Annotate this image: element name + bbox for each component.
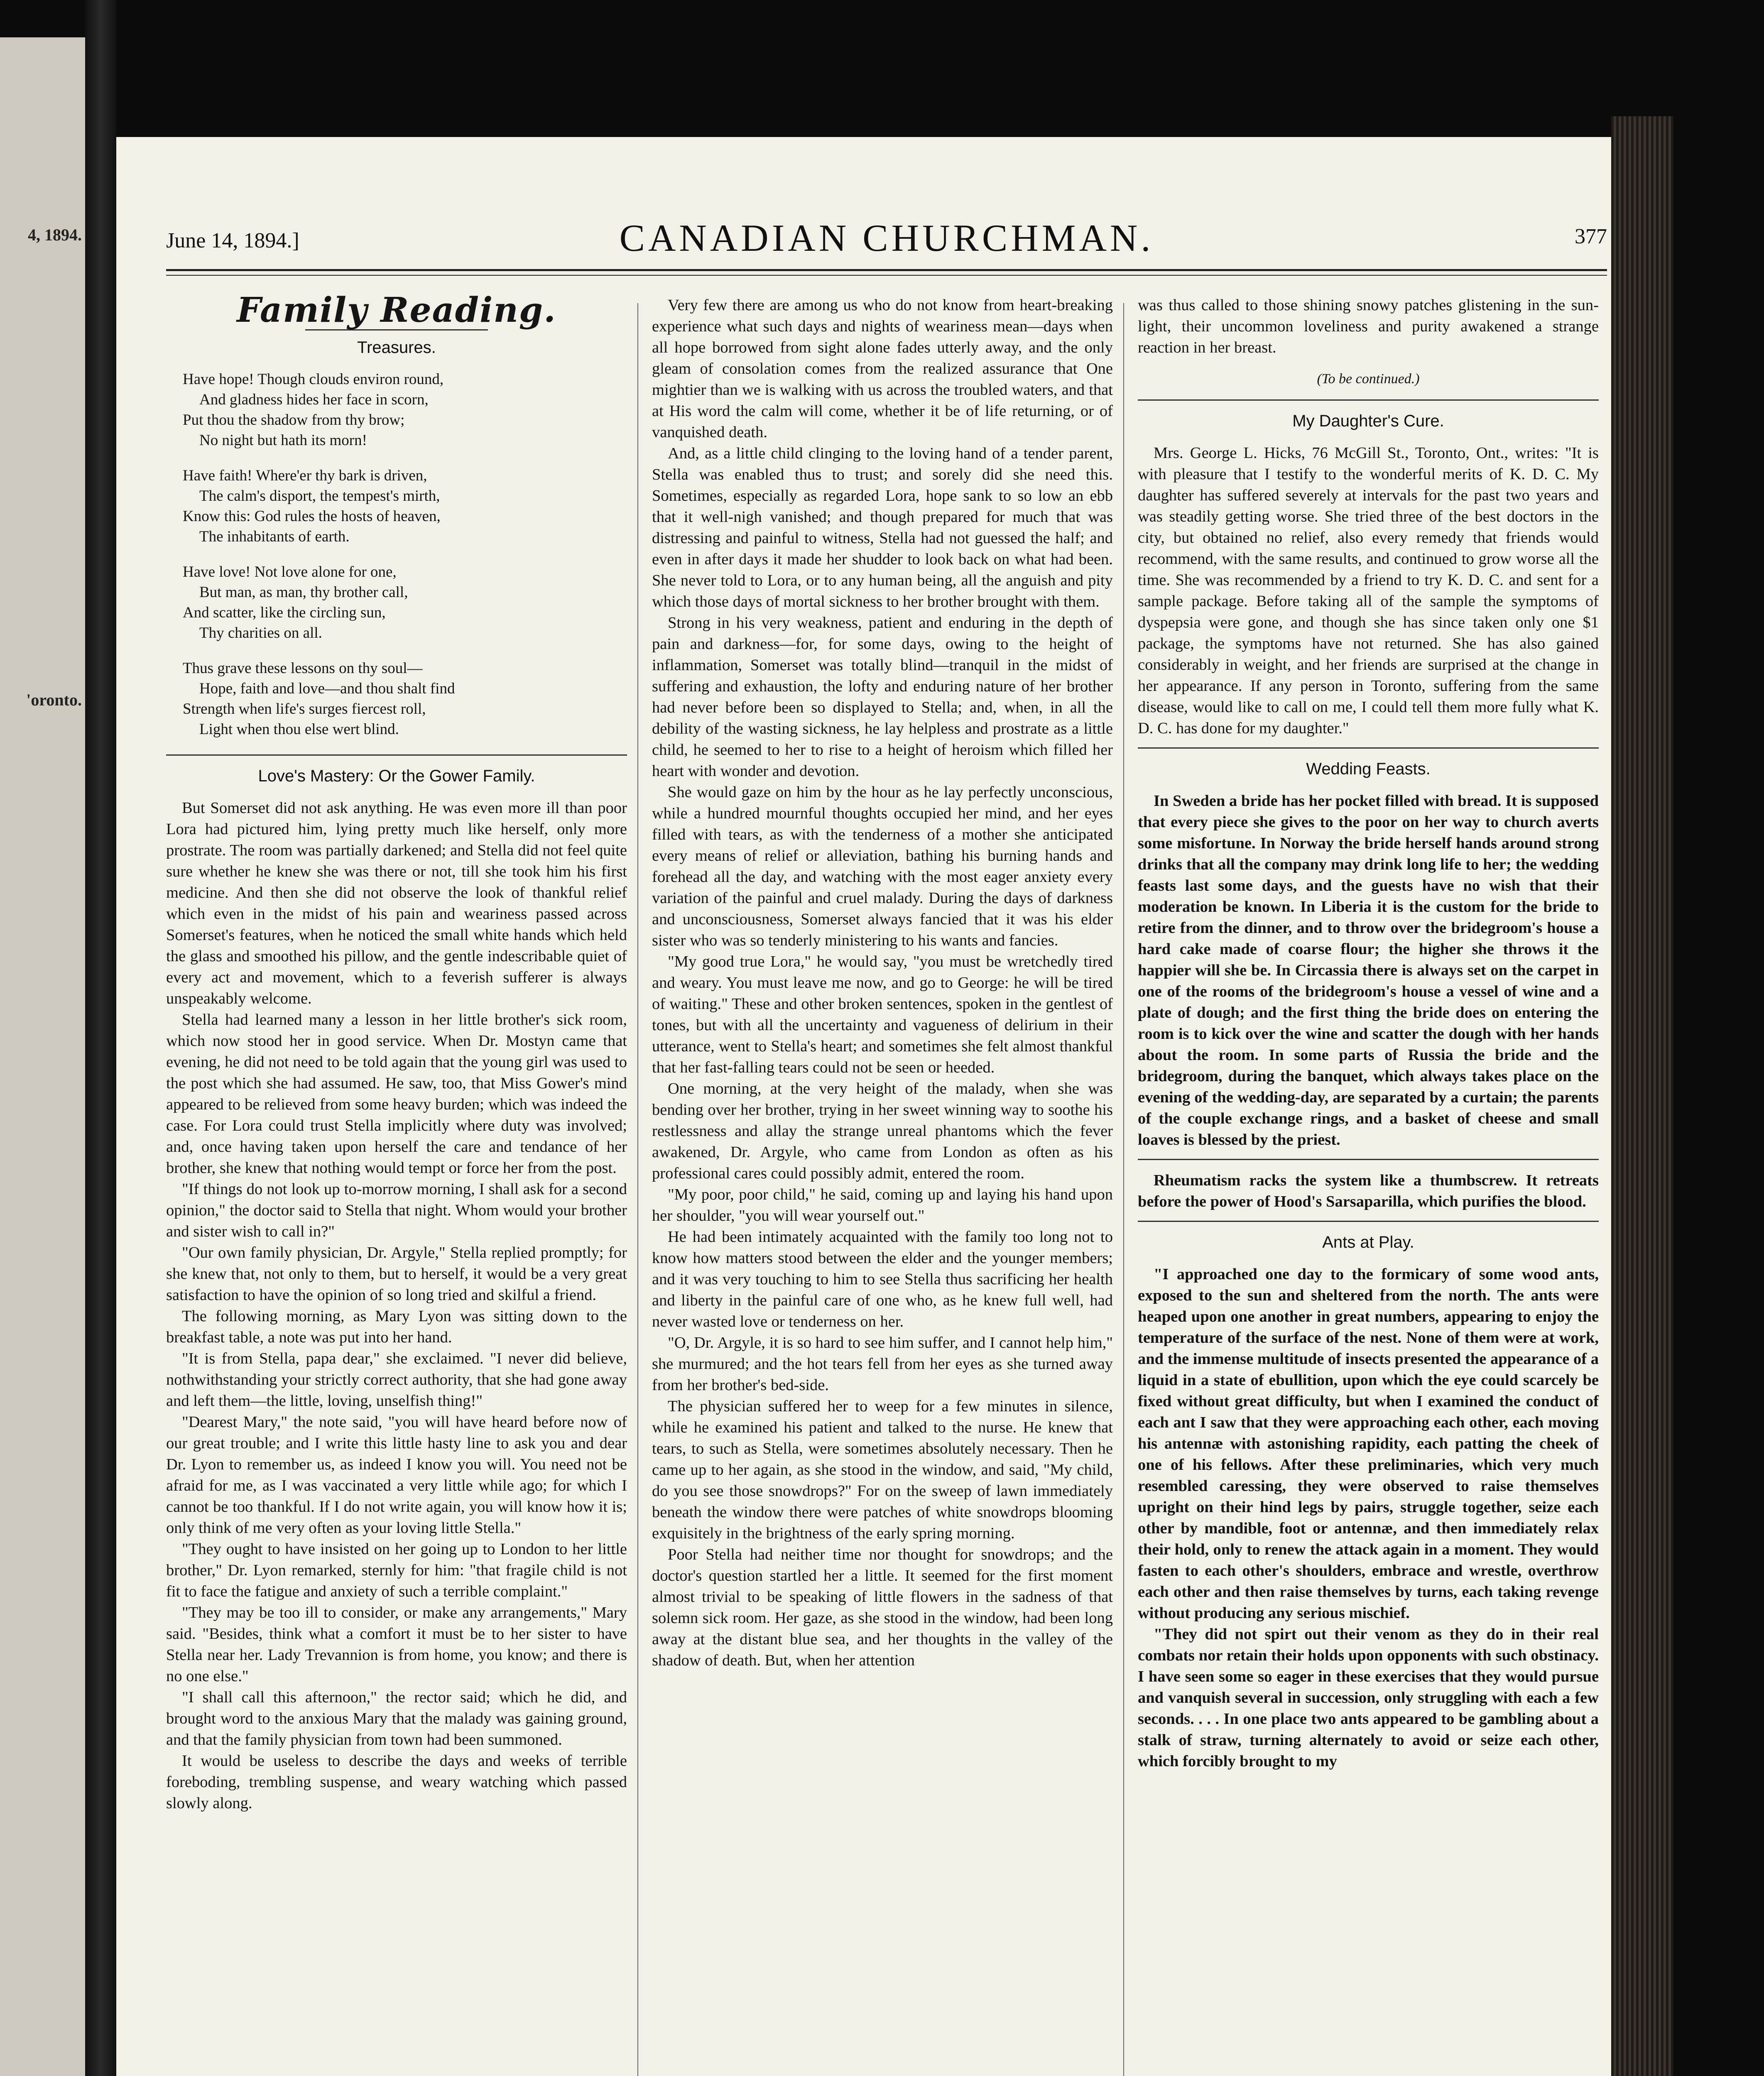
poem-line: The inhabitants of earth. (199, 528, 350, 545)
poem-line: Know this: God rules the hosts of heaven, (183, 508, 441, 525)
story-paragraph: "Dearest Mary," the note said, "you will have heard before now of our great trouble; and I write this little hasty line to ask you and dear Dr. Lyon to remember us, as indeed I know you will. You need not be afraid for me, as I was vaccinated a very little while ago; for which I cannot be too thankful. If I do not write again, you will know how it is; only think of me very often as your loving little Stella." (166, 1413, 627, 1537)
poem-line: Thus grave these lessons on thy soul— (183, 660, 423, 677)
poem-line: Thy charities on all. (199, 624, 322, 641)
story-title: Love's Mastery: Or the Gower Family. (258, 767, 535, 785)
story-paragraph: "My poor, poor child," he said, coming up and laying his hand upon her shoulder, "you will wear yourself out." (652, 1186, 1113, 1224)
poem-line: Have hope! Though clouds environ round, (183, 371, 444, 388)
poem-stanza (183, 562, 627, 643)
story-paragraph: She would gaze on him by the hour as he lay perfectly unconscious, while a hundred mournful thoughts occupied her mind, and her eyes filled with tears, as with the tenderness of a mother she anticipated every means of relief or alleviation, bathing his burning hands and forehead all the day, and watching with the most eager anxiety every variation of the painful and cruel malady. During the days of darkness and unconsciousness, Somerset always fancied that it was his elder sister who was so tenderly ministering to his wants and fancies. (652, 783, 1113, 949)
poem-title: Treasures. (357, 338, 436, 357)
story-paragraph: But Somerset did not ask anything. He was even more ill than poor Lora had pictured him, lying pretty much like herself, only more prostrate. The room was partially darkened; and Stella did not feel quite sure whether he knew she was there or not, till she took him his first medicine. And then she did not observe the look of thankful relief which even in the midst of his pain and weariness passed across Somerset's features, when he noticed the small white hands which held the glass and smoothed his pillow, and the gentle indescribable quiet of every act and movement, which to a feverish sufferer is always unspeakably welcome. (166, 799, 627, 1007)
page-header (166, 216, 1607, 262)
story-paragraph: "I shall call this afternoon," the rector said; which he did, and brought word to the anxious Mary that the malady was gaining ground, and that the family physician from town had been summoned. (166, 1689, 627, 1748)
story-paragraph: The following morning, as Mary Lyon was sitting down to the breakfast table, a note was put into her hand. (166, 1307, 627, 1346)
article-paragraph: Mrs. George L. Hicks, 76 McGill St., Toronto, Ont., writes: "It is with pleasure that I testify to the wonderful merits of K. D. C. My daughter has suffered severely at intervals for the past two years and was steadily getting worse. She tried three of the best doctors in the city, but obtained no relief, also every remedy that friends would recommend, with the same results, and continued to grow worse all the time. She was recommended by a friend to try K. D. C. and sent for a sample package. Before taking all of the sample the symptoms of dyspepsia were gone, and though she has since taken only one $1 package, the symptoms have not returned. She has also gained considerably in weight, and her friends are surprised at the change in her appearance. If any person in Toronto, suffering from the same disease, would like to call on me, I could tell them more fully what K. D. C. has done for my daughter." (1138, 444, 1599, 737)
article-title: My Daughter's Cure. (1292, 412, 1444, 430)
story-paragraph: "My good true Lora," he would say, "you must be wretchedly tired and weary. You must leave me now, and go to George: he will be tired of waiting." These and other broken sentences, spoken in the gentlest of tones, but with all the uncertainty and vagueness of delirium in their utterance, went to Stella's heart; and sometimes she felt almost thankful that her fast-falling tears could not be seen or heeded. (652, 953, 1113, 1076)
left-page-sliver (0, 37, 85, 2076)
article-paragraph: In Sweden a bride has her pocket filled with bread. It is supposed that every piece she gives to the poor on her way to church averts some misfortune. In Norway the bride herself hands around strong drinks that all the company may drink long life to her; the wedding feasts last some days, and the guests have no wish that their moderation be known. In Liberia it is the custom for the bride to retire from the dinner, and to throw over the bridegroom's house a hard cake made of coarse flour; the higher she throws it the happier will she be. In Circassia there is always set on the carpet in one of the rooms of the bridegroom's house a vessel of wine and a plate of dough; and the first thing the bride does on entering the room is to kick over the wine and scatter the dough with her hands about the room. In some parts of Russia the bride and the bridegroom, during the banquet, which always takes place on the evening of the wedding-day, are separated by a curtain; the parents of the couple exchange rings, and a basket of cheese and small loaves is blessed by the priest. (1138, 792, 1599, 1148)
poem-line: Hope, faith and love—and thou shalt find (199, 680, 455, 697)
story-paragraph: And, as a little child clinging to the loving hand of a tender parent, Stella was enabled thus to trust; and sorely did she need this. Sometimes, especially as regarded Lora, hope sank to so low an ebb that it well-nigh vanished; and though prepared for much that was distressing and painful to witness, Stella had not guessed the half; and even in after days it made her shudder to look back on what had been. She never told to Lora, or to any human being, all the anguish and pity which those days of mortal sickness to her brother brought with them. (652, 445, 1113, 610)
left-page-fragment: 'oronto. (26, 690, 82, 709)
poem-line: No night but hath its morn! (199, 432, 367, 449)
poem-line: But man, as man, thy brother call, (199, 584, 408, 601)
section-divider (1138, 399, 1599, 401)
article-paragraph: "I approached one day to the formicary of some wood ants, exposed to the sun and sheltered from the north. The ants were heaped upon one another in great numbers, appearing to enjoy the temperature of the surface of the nest. None of them were at work, and the immense multitude of insects presented the appearance of a liquid in a state of ebullition, upon which the eye could scarcely be fixed without great difficulty, but when I examined the conduct of each ant I saw that they were approaching each other, each moving his antennæ with astonishing rapidity, each patting the cheek of one of his fellows. After these preliminaries, which very much resembled caressing, they were observed to raise themselves upright on their hind legs by pairs, struggle together, seize each other by mandible, foot or antennæ, and then immediately relax their hold, only to renew the attack again in a moment. They would fasten to each other's shoulders, embrace and wrestle, overthrow each other and then raise themselves by turns, each taking revenge without producing any serious mischief. (1138, 1266, 1599, 1622)
column-2 (652, 295, 1113, 1671)
header-rule (166, 275, 1607, 276)
column-3 (1138, 295, 1599, 1772)
section-divider (166, 754, 627, 756)
article-title: Wedding Feasts. (1306, 760, 1431, 778)
story-paragraph: Strong in his very weakness, patient and enduring in the depth of pain and darkness—for, for some days, owing to the height of inflammation, Somerset was totally blind—tranquil in the midst of suffering and exhaustion, the lofty and enduring nature of her brother had never before been so displayed to Stella; and, when, in all the debility of the wasting sickness, he lay helpless and prostrate as a little child, he seemed to her to rise to a height of heroism which filled her heart with wonder and devotion. (652, 614, 1113, 780)
column-rule (637, 303, 638, 2076)
story-paragraph: "They may be too ill to consider, or make any arrangements," Mary said. "Besides, think what a comfort it must be to her sister to have Stella near her. Lady Trevannion is from home, you know; and there is no one else." (166, 1604, 627, 1685)
story-paragraph: The physician suffered her to weep for a few minutes in silence, while he examined his patient and talked to the nurse. He knew that tears, to such as Stella, were sometimes absolutely necessary. Then he came up to her again, as she stood in the window, and said, "My child, do you see those snowdrops?" For on the sweep of lawn immediately beneath the window there were patches of white snowdrops blooming exquisitely in the brightness of the early spring morning. (652, 1398, 1113, 1542)
story-paragraph: It would be useless to describe the days and weeks of terrible foreboding, trembling suspense, and weary watching which passed slowly along. (166, 1752, 627, 1812)
poem-line: Light when thou else wert blind. (199, 721, 399, 738)
section-masthead: Family Reading. (237, 290, 556, 330)
left-page-fragment: 4, 1894. (28, 225, 82, 244)
poem-line: Have love! Not love alone for one, (183, 563, 397, 580)
to-be-continued: (To be continued.) (1317, 371, 1420, 387)
poem-stanza (183, 658, 627, 739)
article-paragraph: "They did not spirt out their venom as they do in their real combats nor retain their holds upon opponents with such obstinacy. I have seen some so eager in these exercises that they would pursue and vanquish several in succession, only struggling with each a few seconds. . . . In one place two ants appeared to be gambling about a stalk of straw, turning alternately to avoid or seize each other, which forcibly brought to my (1138, 1626, 1599, 1770)
poem-line: Have faith! Where'er thy bark is driven, (183, 467, 427, 484)
story-paragraph: was thus called to those shining snowy patches glistening in the sun-light, their uncommon loveliness and purity awakened a strange reaction in her breast. (1138, 296, 1599, 356)
poem-line: The calm's disport, the tempest's mirth, (199, 487, 440, 504)
newspaper-page (116, 137, 1611, 2076)
story-paragraph: One morning, at the very height of the malady, when she was bending over her brother, trying in her sweet winning way to soothe his restlessness and allay the strange unreal phantoms which the fever awakened, Dr. Argyle, who came from London as often as his professional cares could possibly admit, entered the room. (652, 1080, 1113, 1182)
story-paragraph: "It is from Stella, papa dear," she exclaimed. "I never did believe, nothwithstanding your strictly correct authority, that she had gone away and left them—the little, loving, unselfish thing!" (166, 1350, 627, 1410)
story-paragraph: "If things do not look up to-morrow morning, I shall ask for a second opinion," the doctor said to Stella that night. Whom would your brother and sister wish to call in?" (166, 1180, 627, 1240)
book-gutter (85, 0, 116, 2076)
header-rule (166, 269, 1607, 271)
story-paragraph: "They ought to have insisted on her going up to London to her little brother," Dr. Lyon remarked, sternly for him: "that fragile child is not fit to face the fatigue and anxiety of such a terrible complaint." (166, 1540, 627, 1600)
section-divider (1138, 1221, 1599, 1222)
section-divider (1138, 747, 1599, 749)
poem-stanza (183, 465, 627, 547)
story-paragraph: Stella had learned many a lesson in her little brother's sick room, which now stood her in good service. When Dr. Mostyn came that evening, he did not need to be told again that the young girl was used to the post which she had assumed. He saw, too, that Miss Gower's mind appeared to be relieved from some heavy burden; which was indeed the case. For Lora could trust Stella implicitly where duty was involved; and, once having taken upon herself the care and tendance of her brother, she knew that nothing would tempt or force her from the post. (166, 1011, 627, 1177)
story-paragraph: "O, Dr. Argyle, it is so hard to see him suffer, and I cannot help him," she murmured; and the hot tears fell from her eyes as she turned away from her brother's bed-side. (652, 1334, 1113, 1394)
story-paragraph: Very few there are among us who do not know from heart-breaking experience what such days and nights of weariness mean—days when all hope borrowed from sight alone fades utterly away, and the only gleam of consolation comes from the realized assurance that One mightier than we is walking with us across the troubled waters, and that at His word the calm will come, whether it be of life returning, or of vanquished death. (652, 296, 1113, 441)
story-paragraph: Poor Stella had neither time nor thought for snowdrops; and the doctor's question startled her a little. It seemed for the first moment almost trivial to be speaking of little flowers in the sadness of that solemn sick room. Her gaze, as she stood in the window, had been long away at the distant blue sea, and her thoughts in the valley of the shadow of death. But, when her attention (652, 1546, 1113, 1669)
poem (183, 369, 627, 739)
article-title: Ants at Play. (1322, 1233, 1414, 1251)
column-rule (1123, 303, 1124, 2076)
page-number: 377 (1575, 225, 1607, 248)
poem-line: And gladness hides her face in scorn, (199, 391, 429, 408)
issue-date: June 14, 1894.] (166, 229, 299, 252)
poem-line: And scatter, like the circling sun, (183, 604, 386, 621)
publication-title: CANADIAN CHURCHMAN. (619, 217, 1154, 259)
story-paragraph: He had been intimately acquainted with the family too long not to know how matters stood between the elder and the younger members; and it was very touching to him to see Stella thus sacrificing her health and liberty in the painful care of one who, as he knew full well, had never wasted love or tenderness on her. (652, 1228, 1113, 1330)
section-divider (1138, 1159, 1599, 1160)
story-paragraph: "Our own family physician, Dr. Argyle," Stella replied promptly; for she knew that, not only to them, but to herself, it would be a very great satisfaction to have the opinion of so long tried and skilful a friend. (166, 1244, 627, 1304)
poem-stanza (183, 369, 627, 450)
poem-line: Strength when life's surges fiercest roll, (183, 700, 426, 717)
column-1 (166, 290, 627, 1814)
poem-line: Put thou the shadow from thy brow; (183, 411, 405, 428)
advertisement-text: Rheumatism racks the system like a thumbscrew. It retreats before the power of Hood's Sarsaparilla, which purifies the blood. (1138, 1172, 1599, 1210)
page-edges (1611, 116, 1673, 2076)
